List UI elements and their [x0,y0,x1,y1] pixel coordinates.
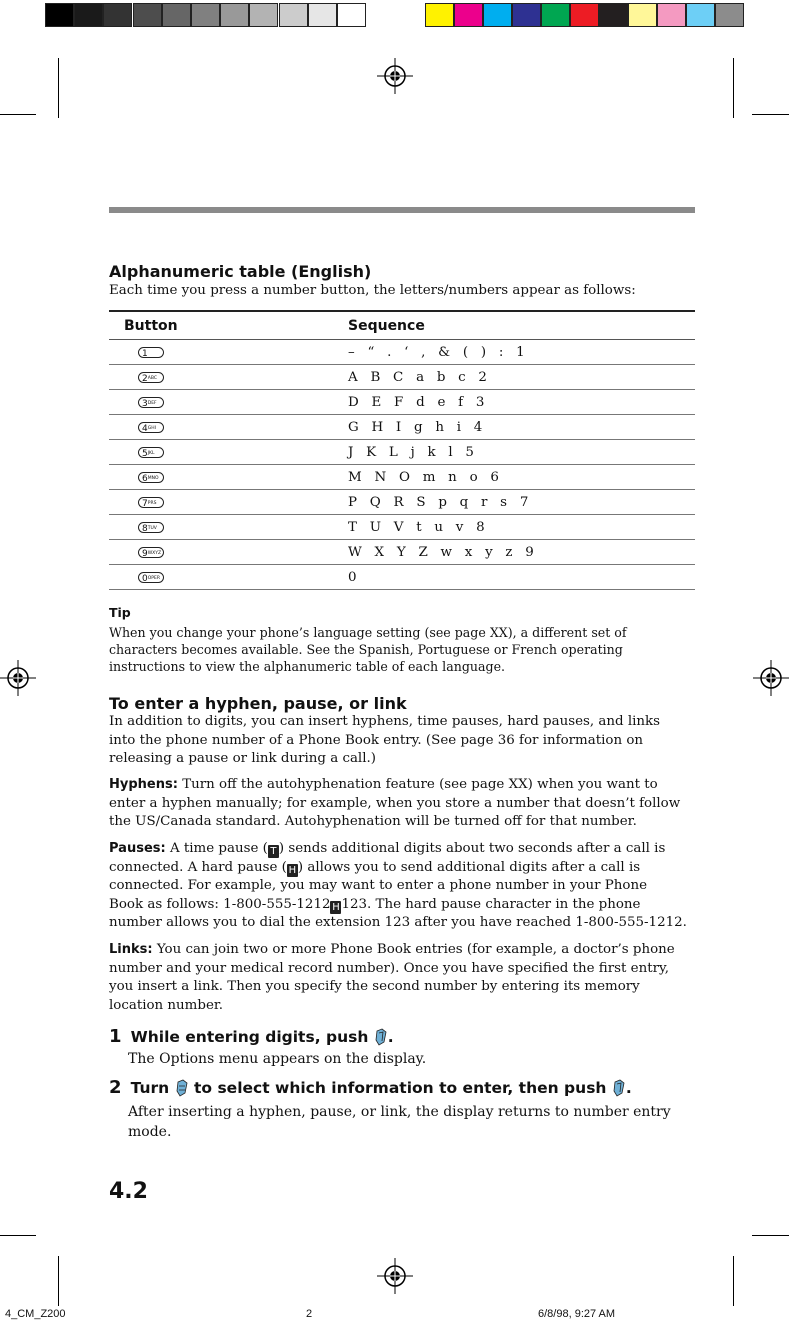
button-cell [109,465,348,490]
key-digit: 7 [142,498,148,509]
key-7-icon [138,497,164,508]
step-1 [109,1026,394,1047]
links-label: Links: [109,942,153,957]
color-swatch [454,3,483,27]
text-fragment: . [625,1079,632,1097]
color-swatch [628,3,657,27]
paragraph-line: you insert a link. Then you specify the second number by entering its memory [109,979,640,994]
text-fragment: ) allows you to send additional digits after a call is [297,859,641,875]
table-row [109,540,695,565]
gray-swatch [249,3,278,27]
key-4-icon [138,422,164,433]
jog-dial-turn-icon [175,1079,189,1097]
table-row [109,465,695,490]
hard-pause-icon: H [332,901,340,913]
paragraph-line: enter a hyphen manually; for example, when you store a number that doesn’t follow [109,795,681,811]
key-digit: 6 [142,473,148,484]
paragraph-line: In addition to digits, you can insert hyphens, time pauses, hard pauses, and links [109,714,661,729]
paragraph-line: number and your medical record number). Once you have specified the first entry, [109,960,670,976]
table-row [109,440,695,465]
text-fragment: 123. The hard pause character in the phone [341,896,641,912]
section-title-alphanumeric: Alphanumeric table (English) [109,262,372,281]
key-digit: 1 [142,348,148,359]
gray-swatch [279,3,308,27]
jog-dial-push-icon [374,1028,388,1046]
color-swatch [512,3,541,27]
button-cell [109,540,348,565]
key-digit: 0 [142,573,148,584]
gray-swatch [191,3,220,27]
gray-swatch [74,3,103,27]
text-fragment: A time pause ( [165,841,268,856]
registration-mark-icon [0,660,36,696]
registration-mark-icon [753,660,789,696]
key-digit: 3 [142,398,148,409]
gray-swatch [220,3,249,27]
tip-line: instructions to view the alphanumeric table of each language. [109,659,506,674]
table-row [109,365,695,390]
step-number: 2 [109,1077,122,1098]
table-header-row [109,311,695,340]
page-number: 4.2 [109,1179,148,1204]
button-cell [109,365,348,390]
table-row [109,390,695,415]
pauses-paragraph [109,840,709,933]
key-letters: DEF [147,400,157,406]
step-title [131,1079,632,1097]
sequence-cell: J K L j k l 5 [348,440,695,465]
crop-mark [0,1235,36,1236]
button-cell [109,390,348,415]
paragraph-line: location number. [109,997,224,1013]
button-cell [109,490,348,515]
key-5-icon [138,447,164,458]
alphanumeric-table [109,310,695,590]
paragraph-line: mode. [128,1124,172,1140]
paragraph-line: releasing a pause or link during a call.) [109,751,376,766]
key-3-icon [138,397,164,408]
key-letters: TUV [147,525,157,531]
time-pause-icon: T [268,845,279,858]
button-cell [109,565,348,590]
sequence-cell: A B C a b c 2 [348,365,695,390]
color-swatch [541,3,570,27]
crop-mark [0,114,36,115]
crop-mark [752,114,789,115]
sequence-cell: P Q R S p q r s 7 [348,490,695,515]
hard-pause-icon: H [288,864,297,876]
color-swatch [599,3,628,27]
text-fragment: ) sends additional digits about two seconds after a call is [278,841,666,856]
sequence-cell: D E F d e f 3 [348,390,695,415]
text-fragment: connected. A hard pause ( [109,859,287,875]
key-digit: 9 [142,548,148,559]
button-cell [109,440,348,465]
column-header-sequence: Sequence [348,311,695,340]
paragraph-line: number allows you to dial the extension 123 after you have reached 1-800-555-1212. [109,915,687,930]
color-swatch [715,3,744,27]
crop-mark [58,58,59,118]
registration-mark-icon [377,58,413,94]
key-letters: JKL [147,450,155,456]
text-fragment: Turn [130,1079,175,1097]
crop-mark [58,1256,59,1306]
key-digit: 8 [142,523,148,534]
color-swatch [686,3,715,27]
key-9-icon [138,547,164,558]
key-letters: PRS [147,500,157,506]
key-letters: ABC [147,375,157,381]
footer-page: 2 [306,1308,313,1320]
button-cell [109,340,348,365]
step-1-description: The Options menu appears on the display. [128,1051,427,1067]
sequence-cell: M N O m n o 6 [348,465,695,490]
step-2-description [128,1102,671,1142]
gray-swatch [308,3,337,27]
paragraph-line: connected. For example, you may want to enter a phone number in your Phone [109,878,647,893]
step-number: 1 [109,1026,122,1047]
tip-line: characters becomes available. See the Spanish, Portuguese or French operating [109,642,623,657]
key-digit: 5 [142,448,148,459]
crop-mark [752,1235,789,1236]
key-1-icon [138,347,164,358]
sequence-cell: T U V t u v 8 [348,515,695,540]
table-row [109,515,695,540]
gray-swatch [103,3,132,27]
sequence-cell: – “ . ‘ , & ( ) : 1 [348,340,695,365]
sequence-cell: W X Y Z w x y z 9 [348,540,695,565]
hyphen-intro [109,713,660,769]
crop-mark [733,1256,734,1306]
gray-swatch [162,3,191,27]
text-fragment: . [387,1028,394,1046]
footer-filename: 4_CM_Z200 [5,1308,66,1320]
table-row [109,565,695,590]
key-digit: 4 [142,423,148,434]
color-swatch [657,3,686,27]
key-8-icon [138,522,164,533]
paragraph-line: the US/Canada standard. Autohyphenation will be turned off for that number. [109,814,637,829]
header-rule [109,207,695,213]
crop-mark [733,58,734,118]
text-fragment: Book as follows: 1-800-555-1212 [109,896,331,912]
color-swatch [483,3,512,27]
paragraph-line: After inserting a hyphen, pause, or link, the display returns to number entry [128,1104,671,1120]
text-fragment: to select which information to enter, then push [188,1079,612,1097]
button-cell [109,515,348,540]
footer-date: 6/8/98, 9:27 AM [538,1308,616,1320]
hyphens-label: Hyphens: [109,777,178,792]
paragraph-line: Turn off the autohyphenation feature (see page XX) when you want to [177,777,658,792]
tip-label: Tip [109,605,131,620]
key-6-icon [138,472,164,483]
gray-swatch [337,3,366,27]
sequence-cell: 0 [348,565,695,590]
key-2-icon [138,372,164,383]
pauses-label: Pauses: [109,841,166,856]
table-row [109,490,695,515]
paragraph-line: into the phone number of a Phone Book entry. (See page 36 for information on [109,732,644,748]
paragraph-line: You can join two or more Phone Book entries (for example, a doctor’s phone [152,942,675,957]
gray-swatch [45,3,74,27]
key-digit: 2 [142,373,148,384]
gray-swatch [133,3,162,27]
button-cell [109,415,348,440]
links-paragraph [109,941,709,1015]
color-swatch [425,3,454,27]
table-row [109,340,695,365]
key-letters: MNO [147,475,159,481]
jog-dial-push-icon [612,1079,626,1097]
text-fragment: While entering digits, push [130,1028,374,1046]
color-swatch [570,3,599,27]
column-header-button: Button [109,311,348,340]
key-letters: OPER [147,575,160,581]
tip-text [109,624,627,675]
alphanumeric-intro: Each time you press a number button, the letters/numbers appear as follows: [109,283,636,298]
step-2 [109,1077,632,1098]
step-title [131,1028,394,1046]
sequence-cell: G H I g h i 4 [348,415,695,440]
key-0-icon [138,572,164,583]
key-letters: WXYZ [147,550,162,556]
registration-mark-icon [377,1258,413,1294]
table-row [109,415,695,440]
hyphens-paragraph [109,776,709,832]
section-title-hyphen: To enter a hyphen, pause, or link [109,694,407,713]
tip-line: When you change your phone’s language setting (see page XX), a different set of [109,625,627,640]
key-letters: GHI [147,425,156,431]
